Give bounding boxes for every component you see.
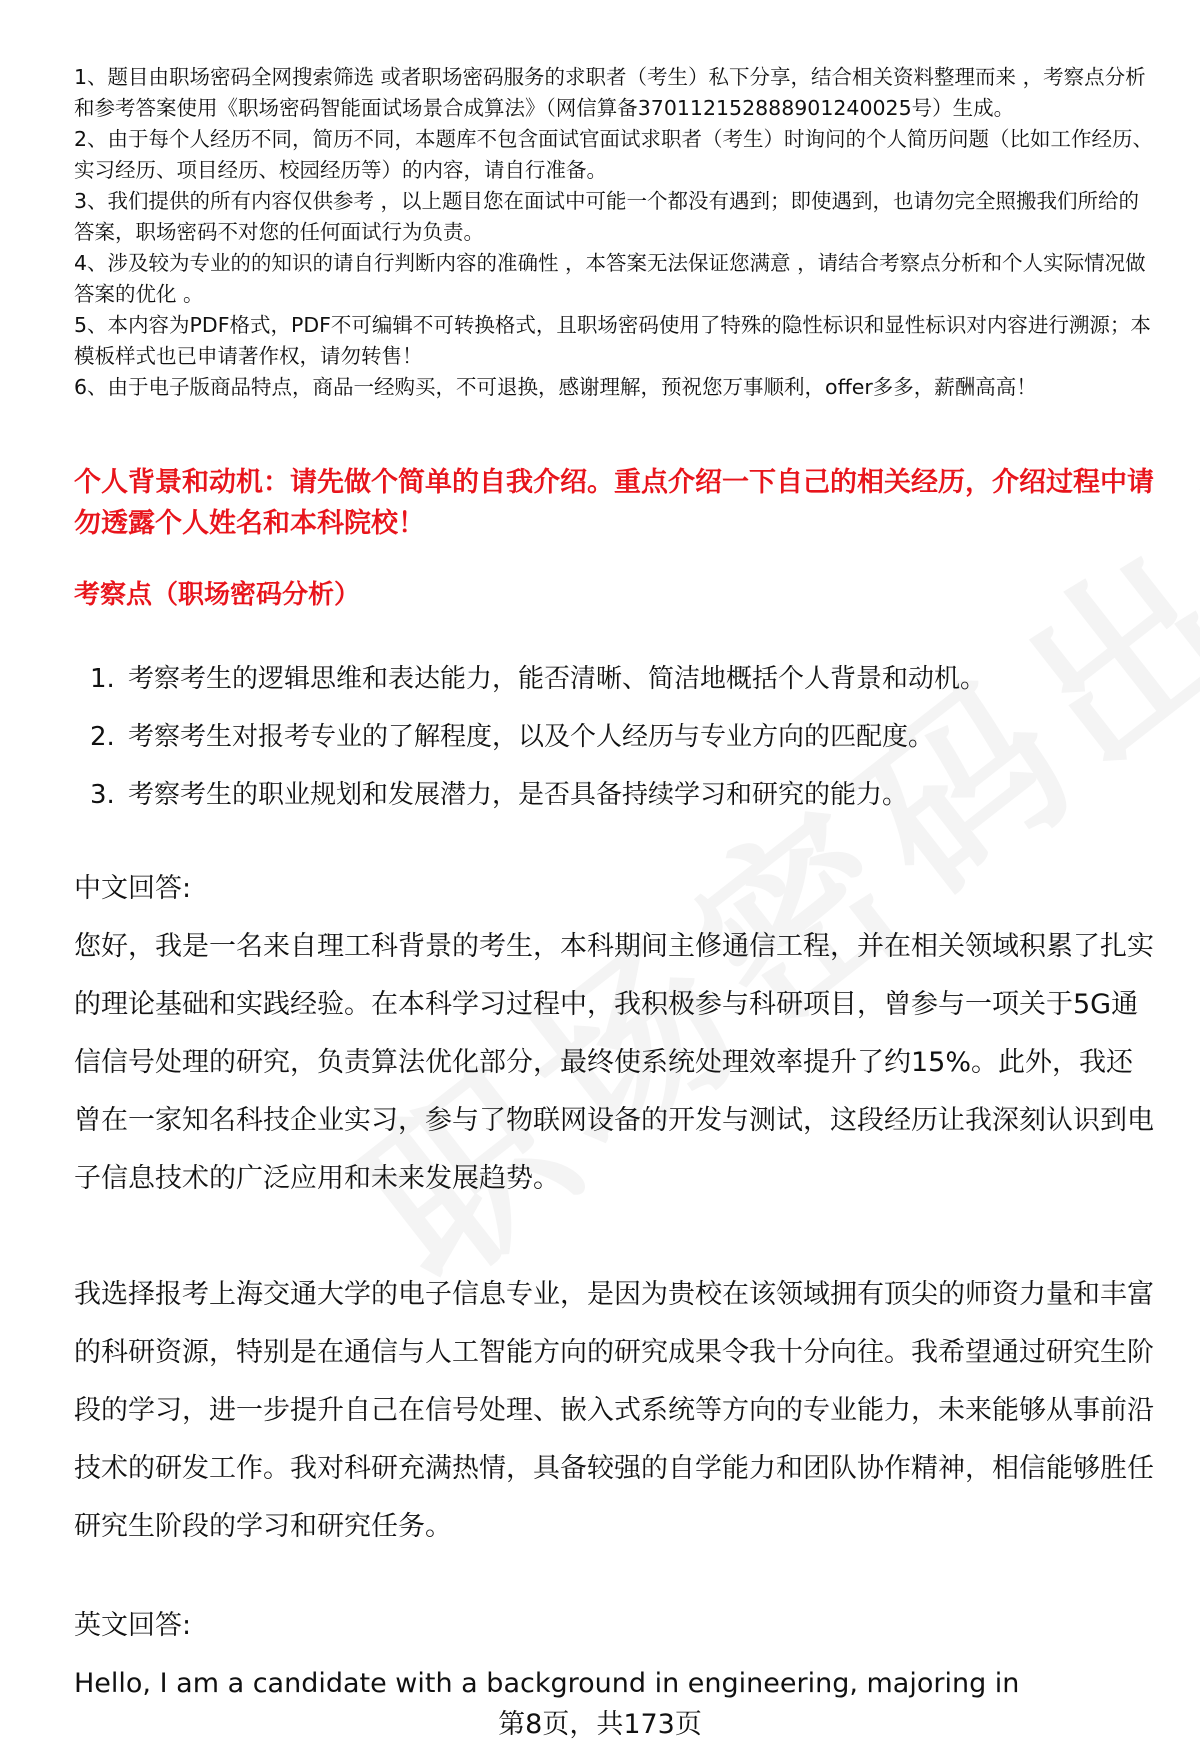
chinese-answer-label: 中文回答:: [74, 873, 192, 904]
chinese-answer-paragraph-2: 我选择报考上海交通大学的电子信息专业，是因为贵校在该领域拥有顶尖的师资力量和丰富的科研资源，特别是在通信与人工智能方向的研究成果令我十分向往。我希望通过研究生阶段的学习，进一步提升自己在信号处理、嵌入式系统等方向的专业能力，未来能够从事前沿技术的研发工作。我对科研充满热情，具备较强的自学能力和团队协作精神，相信能够胜任研究生阶段的学习和研究任务。: [74, 1279, 1154, 1542]
point-text: 考察考生的逻辑思维和表达能力，能否清晰、简洁地概括个人背景和动机。: [128, 664, 987, 694]
notice-item-5: 5、本内容为PDF格式，PDF不可编辑不可转换格式，且职场密码使用了特殊的隐性标识和显性标识对内容进行溯源；本模板样式也已申请著作权，请勿转售！: [74, 313, 1151, 368]
assessment-points-list: [90, 650, 1150, 824]
point-number: 1.: [90, 664, 115, 694]
english-answer-label: 英文回答:: [74, 1610, 192, 1641]
point-text: 考察考生对报考专业的了解程度，以及个人经历与专业方向的匹配度。: [128, 722, 935, 752]
assessment-point: [90, 708, 1150, 766]
point-number: 2.: [90, 722, 115, 752]
english-answer-paragraph: Hello, I am a candidate with a background in engineering, majoring in: [74, 1668, 1020, 1699]
interview-question: 个人背景和动机：请先做个简单的自我介绍。重点介绍一下自己的相关经历，介绍过程中请勿透露个人姓名和本科院校！: [74, 467, 1154, 539]
chinese-answer-paragraph-1: 您好，我是一名来自理工科背景的考生，本科期间主修通信工程，并在相关领域积累了扎实的理论基础和实践经验。在本科学习过程中，我积极参与科研项目，曾参与一项关于5G通信信号处理的研究，负责算法优化部分，最终使系统处理效率提升了约15%。此外，我还曾在一家知名科技企业实习，参与了物联网设备的开发与测试，这段经历让我深刻认识到电子信息技术的广泛应用和未来发展趋势。: [74, 931, 1154, 1194]
point-text: 考察考生的职业规划和发展潜力，是否具备持续学习和研究的能力。: [128, 780, 909, 810]
notice-item-6: 6、由于电子版商品特点，商品一经购买，不可退换，感谢理解，预祝您万事顺利，offer多多，薪酬高高！: [74, 375, 1037, 399]
assessment-point: [90, 650, 1150, 708]
notice-item-4: 4、涉及较为专业的的知识的请自行判断内容的准确性 ，本答案无法保证您满意 ，请结合考察点分析和个人实际情况做答案的优化 。: [74, 251, 1146, 306]
point-number: 3.: [90, 780, 115, 810]
page-number-footer: 第8页，共173页: [498, 1709, 702, 1740]
assessment-points-title: 考察点（职场密码分析）: [74, 580, 361, 610]
disclaimer-notice: [74, 62, 1159, 403]
notice-item-3: 3、我们提供的所有内容仅供参考 ，以上题目您在面试中可能一个都没有遇到；即使遇到，也请勿完全照搬我们所给的答案，职场密码不对您的任何面试行为负责。: [74, 189, 1140, 244]
assessment-point: [90, 766, 1150, 824]
notice-item-1: 1、题目由职场密码全网搜索筛选 或者职场密码服务的求职者（考生）私下分享，结合相关资料整理而来 ，考察点分析和参考答案使用《职场密码智能面试场景合成算法》（网信算备370112152888901240025号）生成。: [74, 65, 1146, 120]
notice-item-2: 2、由于每个人经历不同，简历不同，本题库不包含面试官面试求职者（考生）时询问的个人简历问题（比如工作经历、实习经历、项目经历、校园经历等）的内容，请自行准备。: [74, 127, 1154, 182]
